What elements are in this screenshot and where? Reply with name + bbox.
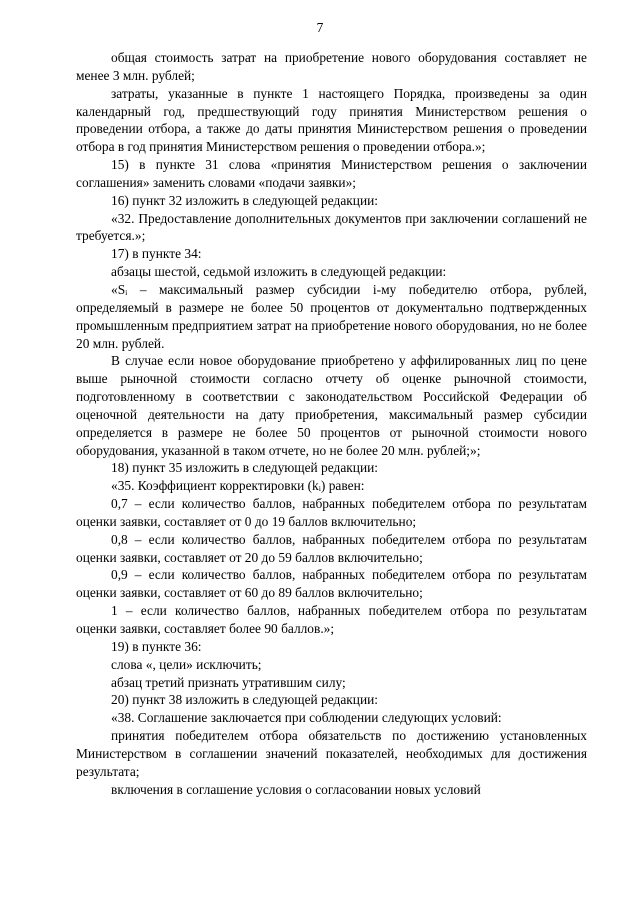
paragraph: 0,7 – если количество баллов, набранных победителем отбора по результатам оценки заявки, составляет от 0 до 19 баллов включительно; xyxy=(76,496,587,529)
paragraph: абзацы шестой, седьмой изложить в следующей редакции: xyxy=(111,264,447,280)
paragraph: 15) в пункте 31 слова «принятия Министерством решения о заключении соглашения» заменить словами «подачи заявки»; xyxy=(76,157,587,190)
paragraph: принятия победителем отбора обязательств по достижению установленных Министерством в соглашении значений показателей, необходимых для достижения результата; xyxy=(76,728,587,779)
paragraph: абзац третий признать утратившим силу; xyxy=(111,674,346,690)
paragraph: 0,9 – если количество баллов, набранных победителем отбора по результатам оценки заявки, составляет от 60 до 89 баллов включительно; xyxy=(76,567,587,601)
paragraph: В случае если новое оборудование приобретено у аффилированных лиц по цене выше рыночной стоимости согласно отчету об оценке рыночной стоимости, подготовленному в соответствии с законодательством Российской Федерации об оценочной деятельности на дату приобретения, максимальный размер субсидии определяется в размере не более 50 процентов от рыночной стоимости нового оборудования, указанной в таком отчете, но не более 20 млн. рублей;»; xyxy=(76,353,587,458)
paragraph: 19) в пункте 36: xyxy=(111,638,202,654)
paragraph: затраты, указанные в пункте 1 настоящего Порядка, произведены за один календарный год, предшествующий году принятия Министерством решения о проведении отбора, а также до даты принятия Министерством решения о проведении отбора в год принятия Министерством решения о проведении отбора.»; xyxy=(76,85,587,155)
page-number: 7 xyxy=(316,20,324,35)
paragraph: «38. Соглашение заключается при соблюдении следующих условий: xyxy=(111,710,502,726)
paragraph: 18) пункт 35 изложить в следующей редакции: xyxy=(111,460,379,476)
paragraph: 16) пункт 32 изложить в следующей редакции: xyxy=(111,192,379,208)
paragraph: общая стоимость затрат на приобретение нового оборудования составляет не менее 3 млн. рублей; xyxy=(76,50,587,83)
document-body xyxy=(76,49,587,798)
paragraph: включения в соглашение условия о согласовании новых условий xyxy=(111,781,481,797)
paragraph: «32. Предоставление дополнительных документов при заключении соглашений не требуется.»; xyxy=(76,210,587,244)
paragraph: 17) в пункте 34: xyxy=(111,246,202,262)
paragraph: 1 – если количество баллов, набранных победителем отбора по результатам оценки заявки, составляет более 90 баллов.»; xyxy=(76,603,587,636)
paragraph: 0,8 – если количество баллов, набранных победителем отбора по результатам оценки заявки, составляет от 20 до 59 баллов включительно; xyxy=(76,531,587,565)
paragraph: «Sᵢ – максимальный размер субсидии i-му победителю отбора, рублей, определяемый в размере не более 50 процентов от документально подтвержденных промышленным предприятием затрат на приобретение нового оборудования, но не более 20 млн. рублей. xyxy=(76,281,587,351)
paragraph: слова «, цели» исключить; xyxy=(111,656,262,672)
paragraph: «35. Коэффициент корректировки (kᵢ) равен: xyxy=(111,478,365,494)
paragraph: 20) пункт 38 изложить в следующей редакции: xyxy=(111,692,379,708)
